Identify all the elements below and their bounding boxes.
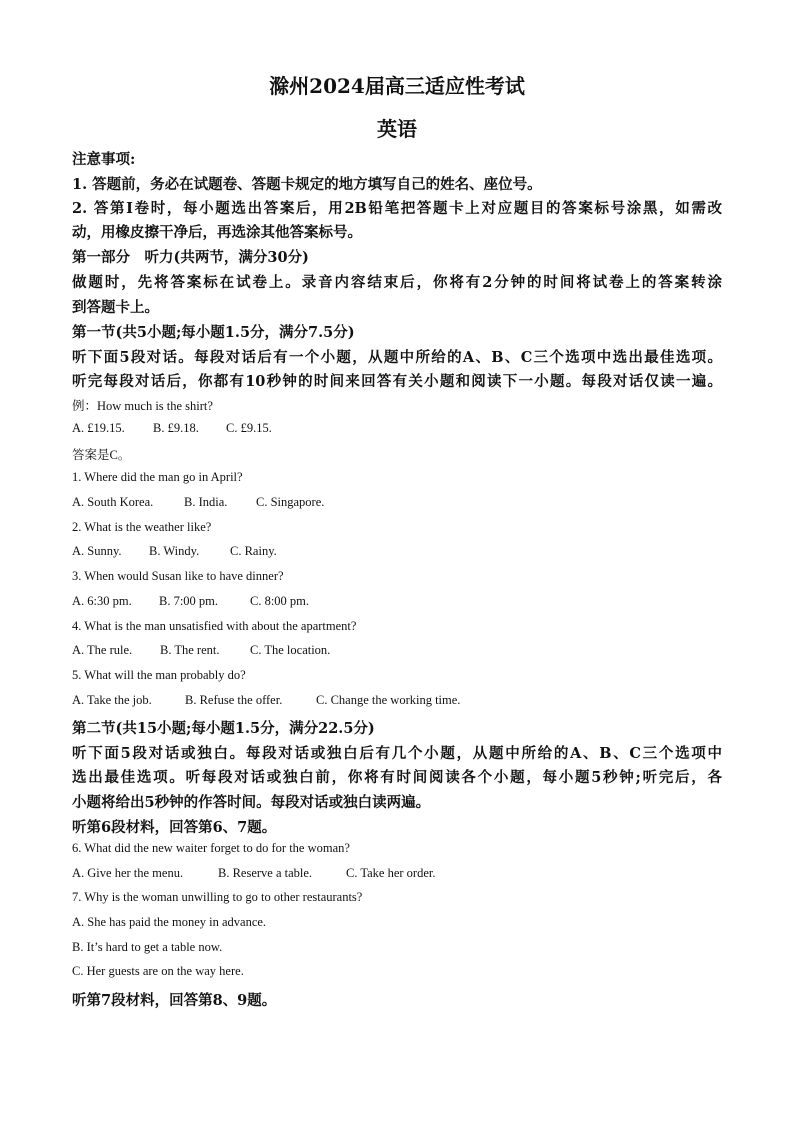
q6-option-c: C. Take her order. xyxy=(346,866,436,880)
example-question: 例：How much is the shirt? xyxy=(72,399,213,413)
q4-option-a: A. The rule. xyxy=(72,643,133,657)
example-option-c: C. £9.15. xyxy=(226,421,272,435)
notice-item-1: 1. 答题前，务必在试题卷、答题卡规定的地方填写自己的姓名、座位号。 xyxy=(72,176,542,193)
part1-instructions-line-1: 做题时，先将答案标在试卷上。录音内容结束后，你将有2分钟的时间将试卷上的答案转涂 xyxy=(72,274,722,291)
notice-item-2-line-1: 2. 答第Ⅰ卷时，每小题选出答案后，用2B铅笔把答题卡上对应题目的答案标号涂黑，如需改 xyxy=(72,200,722,217)
q6-option-b: B. Reserve a table. xyxy=(218,866,313,880)
q1-option-c: C. Singapore. xyxy=(256,495,325,509)
section2-instructions-line-1: 听下面5段对话或独白。每段对话或独白后有几个小题，从题中所给的A、B、C三个选项中 xyxy=(72,745,722,762)
example-option-a: A. £19.15. xyxy=(72,421,125,435)
q7-option-c: C. Her guests are on the way here. xyxy=(72,964,244,978)
question-3: 3. When would Susan like to have dinner? xyxy=(72,569,284,583)
q4-option-c: C. The location. xyxy=(250,643,331,657)
section2-heading: 第二节(共15小题;每小题1.5分，满分22.5分) xyxy=(72,720,375,737)
q5-option-a: A. Take the job. xyxy=(72,693,152,707)
q3-option-b: B. 7:00 pm. xyxy=(159,594,219,608)
example-option-b: B. £9.18. xyxy=(153,421,199,435)
question-7: 7. Why is the woman unwilling to go to other restaurants? xyxy=(72,890,363,904)
material-6-heading: 听第6段材料，回答第6、7题。 xyxy=(72,819,277,836)
part1-instructions-line-2: 到答题卡上。 xyxy=(72,299,159,316)
material-7-heading: 听第7段材料，回答第8、9题。 xyxy=(72,992,277,1009)
notice-item-2-line-2: 动，用橡皮擦干净后，再选涂其他答案标号。 xyxy=(72,224,362,241)
q7-option-a: A. She has paid the money in advance. xyxy=(72,915,267,929)
question-4: 4. What is the man unsatisfied with about the apartment? xyxy=(72,619,357,633)
q4-option-b: B. The rent. xyxy=(160,643,220,657)
q3-option-a: A. 6:30 pm. xyxy=(72,594,132,608)
question-5: 5. What will the man probably do? xyxy=(72,668,246,682)
question-6-options xyxy=(72,866,436,881)
question-1: 1. Where did the man go in April? xyxy=(72,470,243,484)
part1-heading: 第一部分 听力(共两节，满分30分) xyxy=(72,249,309,266)
q1-option-b: B. India. xyxy=(184,495,228,509)
question-1-options xyxy=(72,495,324,510)
q2-option-b: B. Windy. xyxy=(149,544,200,558)
q7-option-b: B. It’s hard to get a table now. xyxy=(72,940,223,954)
section2-instructions-line-2: 选出最佳选项。听每段对话或独白前，你将有时间阅读各个小题，每小题5秒钟;听完后，各 xyxy=(72,769,722,786)
example-answer: 答案是C。 xyxy=(72,448,131,462)
q1-option-a: A. South Korea. xyxy=(72,495,154,509)
question-5-options xyxy=(72,693,460,708)
question-2: 2. What is the weather like? xyxy=(72,520,212,534)
q6-option-a: A. Give her the menu. xyxy=(72,866,184,880)
example-options xyxy=(72,421,272,436)
q2-option-c: C. Rainy. xyxy=(230,544,277,558)
q5-option-b: B. Refuse the offer. xyxy=(185,693,283,707)
question-4-options xyxy=(72,643,330,658)
question-6: 6. What did the new waiter forget to do for the woman? xyxy=(72,841,350,855)
question-3-options xyxy=(72,594,309,609)
section1-heading: 第一节(共5小题;每小题1.5分，满分7.5分) xyxy=(72,324,355,341)
q2-option-a: A. Sunny. xyxy=(72,544,122,558)
subject-title: 英语 xyxy=(377,117,417,141)
section1-instructions-line-1: 听下面5段对话。每段对话后有一个小题，从题中所给的A、B、C三个选项中选出最佳选项。 xyxy=(72,349,722,366)
q5-option-c: C. Change the working time. xyxy=(316,693,461,707)
q3-option-c: C. 8:00 pm. xyxy=(250,594,310,608)
section2-instructions-line-3: 小题将给出5秒钟的作答时间。每段对话或独白读两遍。 xyxy=(72,794,431,811)
section1-instructions-line-2: 听完每段对话后，你都有10秒钟的时间来回答有关小题和阅读下一小题。每段对话仅读一遍。 xyxy=(72,373,722,390)
exam-title: 滁州2024届高三适应性考试 xyxy=(269,74,525,98)
question-2-options xyxy=(72,544,277,559)
notice-heading: 注意事项: xyxy=(72,151,136,168)
